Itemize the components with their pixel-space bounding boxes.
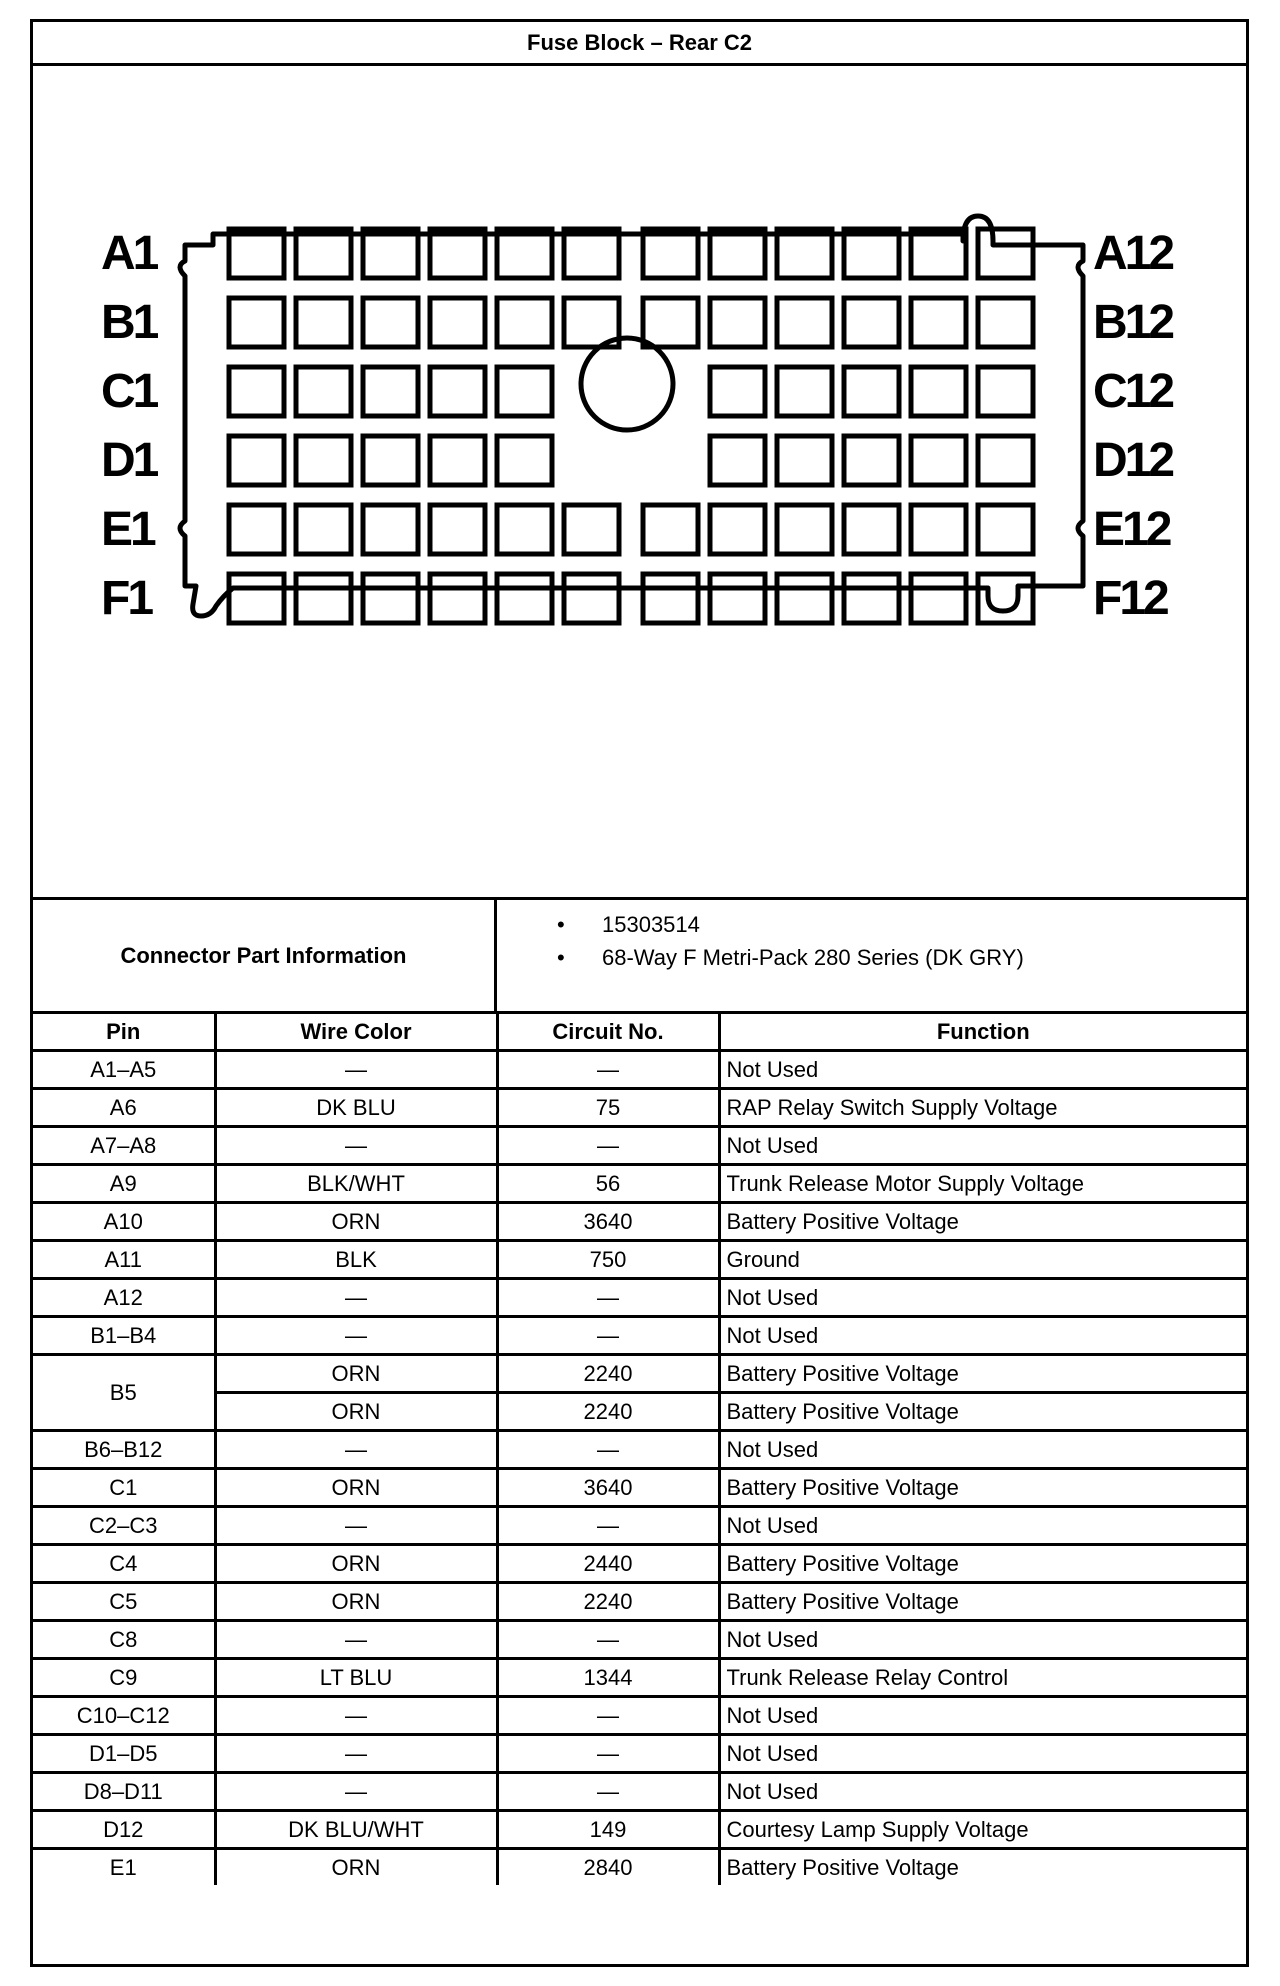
row-label-d12: D12	[1093, 434, 1173, 487]
table-row	[33, 1431, 1246, 1469]
table-row	[33, 1317, 1246, 1355]
cell-wire-color: ORN	[215, 1545, 497, 1583]
cell-circuit-no: —	[497, 1735, 719, 1773]
cavity-e7	[643, 505, 698, 554]
cell-pin: C10–C12	[33, 1697, 215, 1735]
cell-wire-color: —	[215, 1697, 497, 1735]
cavity-d4	[430, 436, 485, 485]
cavity-b11	[911, 298, 966, 347]
cell-wire-color: ORN	[215, 1203, 497, 1241]
terminal-cavity-grid	[229, 229, 1033, 623]
cell-pin: C8	[33, 1621, 215, 1659]
cavity-d2	[296, 436, 351, 485]
connector-part-information	[33, 897, 1246, 1014]
connector-info-list	[497, 900, 1246, 1019]
cell-circuit-no: 750	[497, 1241, 719, 1279]
cell-wire-color: ORN	[215, 1355, 497, 1393]
cavity-e4	[430, 505, 485, 554]
cell-function: Not Used	[719, 1697, 1246, 1735]
connector-face-drawing	[33, 66, 1246, 897]
cell-wire-color: ORN	[215, 1849, 497, 1886]
cell-circuit-no: —	[497, 1317, 719, 1355]
cavity-c11	[911, 367, 966, 416]
cell-pin: C4	[33, 1545, 215, 1583]
cell-circuit-no: —	[497, 1431, 719, 1469]
cell-function: Not Used	[719, 1279, 1246, 1317]
table-row	[33, 1355, 1246, 1393]
cell-wire-color: —	[215, 1279, 497, 1317]
cell-function: Trunk Release Motor Supply Voltage	[719, 1165, 1246, 1203]
cell-pin: D1–D5	[33, 1735, 215, 1773]
cavity-d1	[229, 436, 284, 485]
cavity-f6	[564, 574, 619, 623]
cavity-d5	[497, 436, 552, 485]
cell-pin: C5	[33, 1583, 215, 1621]
cell-pin: A1–A5	[33, 1051, 215, 1089]
cell-wire-color: —	[215, 1507, 497, 1545]
cell-circuit-no: 2240	[497, 1393, 719, 1431]
table-row	[33, 1735, 1246, 1773]
cell-pin: B5	[33, 1355, 215, 1431]
table-row	[33, 1279, 1246, 1317]
row-label-a12: A12	[1093, 227, 1173, 280]
table-row	[33, 1811, 1246, 1849]
cell-pin: A12	[33, 1279, 215, 1317]
row-label-c12: C12	[1093, 365, 1173, 418]
cavity-e3	[363, 505, 418, 554]
cavity-b3	[363, 298, 418, 347]
cell-pin: A6	[33, 1089, 215, 1127]
table-row	[33, 1241, 1246, 1279]
table-row	[33, 1849, 1246, 1886]
cell-circuit-no: —	[497, 1773, 719, 1811]
cavity-f8	[710, 574, 765, 623]
cavity-f4	[430, 574, 485, 623]
cell-function: Not Used	[719, 1621, 1246, 1659]
cell-circuit-no: 149	[497, 1811, 719, 1849]
cell-circuit-no: 2240	[497, 1355, 719, 1393]
cavity-a12	[978, 229, 1033, 278]
cell-function: Not Used	[719, 1431, 1246, 1469]
cell-circuit-no: 3640	[497, 1469, 719, 1507]
cell-function: Battery Positive Voltage	[719, 1849, 1246, 1886]
cavity-f2	[296, 574, 351, 623]
cell-wire-color: —	[215, 1735, 497, 1773]
table-row	[33, 1621, 1246, 1659]
cell-pin: D8–D11	[33, 1773, 215, 1811]
cell-function: Trunk Release Relay Control	[719, 1659, 1246, 1697]
row-label-e12: E12	[1093, 503, 1170, 556]
cavity-e12	[978, 505, 1033, 554]
cell-function: Battery Positive Voltage	[719, 1583, 1246, 1621]
cavity-e9	[777, 505, 832, 554]
table-row	[33, 1051, 1246, 1089]
cavity-e5	[497, 505, 552, 554]
cell-wire-color: —	[215, 1621, 497, 1659]
cell-circuit-no: 75	[497, 1089, 719, 1127]
row-labels-right	[1093, 227, 1173, 625]
table-row	[33, 1165, 1246, 1203]
cell-circuit-no: —	[497, 1507, 719, 1545]
row-label-a1: A1	[101, 227, 157, 280]
header-function: Function	[719, 1014, 1246, 1051]
connector-part-number: • 15303514	[497, 908, 1246, 941]
cell-circuit-no: 2440	[497, 1545, 719, 1583]
cell-function: Battery Positive Voltage	[719, 1203, 1246, 1241]
row-label-b12: B12	[1093, 296, 1173, 349]
connector-info-label: Connector Part Information	[33, 900, 497, 1011]
cell-circuit-no: —	[497, 1621, 719, 1659]
cavity-b2	[296, 298, 351, 347]
row-label-b1: B1	[101, 296, 157, 349]
cavity-f11	[911, 574, 966, 623]
cell-wire-color: —	[215, 1431, 497, 1469]
cavity-c12	[978, 367, 1033, 416]
cavity-d9	[777, 436, 832, 485]
cell-pin: A9	[33, 1165, 215, 1203]
cell-wire-color: —	[215, 1127, 497, 1165]
table-row	[33, 1507, 1246, 1545]
cavity-c10	[844, 367, 899, 416]
cell-function: Battery Positive Voltage	[719, 1469, 1246, 1507]
cell-function: RAP Relay Switch Supply Voltage	[719, 1089, 1246, 1127]
cavity-d8	[710, 436, 765, 485]
cavity-c8	[710, 367, 765, 416]
cavity-e6	[564, 505, 619, 554]
cell-wire-color: —	[215, 1051, 497, 1089]
table-row	[33, 1583, 1246, 1621]
row-labels-left	[101, 227, 159, 625]
cell-function: Battery Positive Voltage	[719, 1355, 1246, 1393]
cavity-d3	[363, 436, 418, 485]
cell-function: Not Used	[719, 1127, 1246, 1165]
cell-wire-color: ORN	[215, 1469, 497, 1507]
cell-pin: C2–C3	[33, 1507, 215, 1545]
connector-description: • 68-Way F Metri-Pack 280 Series (DK GRY)	[497, 941, 1246, 974]
cavity-c2	[296, 367, 351, 416]
cell-pin: C9	[33, 1659, 215, 1697]
row-label-d1: D1	[101, 434, 157, 487]
header-pin: Pin	[33, 1014, 215, 1051]
cavity-b12	[978, 298, 1033, 347]
table-header-row	[33, 1014, 1246, 1051]
cell-function: Battery Positive Voltage	[719, 1545, 1246, 1583]
cell-function: Not Used	[719, 1051, 1246, 1089]
cavity-b1	[229, 298, 284, 347]
cavity-e11	[911, 505, 966, 554]
cell-circuit-no: —	[497, 1279, 719, 1317]
cell-circuit-no: —	[497, 1127, 719, 1165]
cell-wire-color: —	[215, 1317, 497, 1355]
cavity-f5	[497, 574, 552, 623]
row-label-c1: C1	[101, 365, 157, 418]
cell-wire-color: ORN	[215, 1583, 497, 1621]
cavity-b8	[710, 298, 765, 347]
cell-function: Not Used	[719, 1507, 1246, 1545]
cell-wire-color: BLK/WHT	[215, 1165, 497, 1203]
cavity-c3	[363, 367, 418, 416]
cell-circuit-no: 3640	[497, 1203, 719, 1241]
cavity-f7	[643, 574, 698, 623]
table-row	[33, 1127, 1246, 1165]
cavity-c4	[430, 367, 485, 416]
header-wire-color: Wire Color	[215, 1014, 497, 1051]
cell-function: Not Used	[719, 1317, 1246, 1355]
cavity-f3	[363, 574, 418, 623]
cell-pin: B1–B4	[33, 1317, 215, 1355]
cell-wire-color: DK BLU	[215, 1089, 497, 1127]
table-row	[33, 1697, 1246, 1735]
cavity-b4	[430, 298, 485, 347]
cavity-d12	[978, 436, 1033, 485]
cell-circuit-no: 56	[497, 1165, 719, 1203]
cavity-b5	[497, 298, 552, 347]
table-row	[33, 1773, 1246, 1811]
cavity-c9	[777, 367, 832, 416]
header-circuit-no: Circuit No.	[497, 1014, 719, 1051]
cavity-c1	[229, 367, 284, 416]
row-label-e1: E1	[101, 503, 154, 556]
cell-pin: E1	[33, 1849, 215, 1886]
cavity-e10	[844, 505, 899, 554]
cell-circuit-no: 1344	[497, 1659, 719, 1697]
cavity-e8	[710, 505, 765, 554]
cell-pin: A7–A8	[33, 1127, 215, 1165]
page-title: Fuse Block – Rear C2	[33, 22, 1246, 66]
cell-pin: A11	[33, 1241, 215, 1279]
cell-pin: C1	[33, 1469, 215, 1507]
cavity-b9	[777, 298, 832, 347]
table-row	[33, 1393, 1246, 1431]
cavity-c5	[497, 367, 552, 416]
cavity-e2	[296, 505, 351, 554]
cavity-b10	[844, 298, 899, 347]
cell-function: Ground	[719, 1241, 1246, 1279]
polarization-key	[581, 338, 673, 430]
cell-function: Not Used	[719, 1773, 1246, 1811]
cell-pin: D12	[33, 1811, 215, 1849]
table-row	[33, 1203, 1246, 1241]
table-row	[33, 1469, 1246, 1507]
cell-function: Not Used	[719, 1735, 1246, 1773]
table-row	[33, 1659, 1246, 1697]
cell-function: Courtesy Lamp Supply Voltage	[719, 1811, 1246, 1849]
row-label-f12: F12	[1093, 572, 1167, 625]
row-label-f1: F1	[101, 572, 152, 625]
cavity-f10	[844, 574, 899, 623]
pinout-table	[33, 1014, 1246, 1885]
cell-pin: A10	[33, 1203, 215, 1241]
cell-circuit-no: —	[497, 1697, 719, 1735]
cell-function: Battery Positive Voltage	[719, 1393, 1246, 1431]
connector-sheet	[30, 19, 1249, 1967]
cell-wire-color: ORN	[215, 1393, 497, 1431]
cell-circuit-no: 2240	[497, 1583, 719, 1621]
cell-pin: B6–B12	[33, 1431, 215, 1469]
cavity-b7	[643, 298, 698, 347]
connector-diagram	[33, 66, 1246, 897]
cell-wire-color: DK BLU/WHT	[215, 1811, 497, 1849]
cell-circuit-no: 2840	[497, 1849, 719, 1886]
cell-circuit-no: —	[497, 1051, 719, 1089]
cavity-f1	[229, 574, 284, 623]
cavity-e1	[229, 505, 284, 554]
cavity-d11	[911, 436, 966, 485]
cell-wire-color: LT BLU	[215, 1659, 497, 1697]
cell-wire-color: —	[215, 1773, 497, 1811]
cell-wire-color: BLK	[215, 1241, 497, 1279]
cavity-f9	[777, 574, 832, 623]
cavity-d10	[844, 436, 899, 485]
table-row	[33, 1545, 1246, 1583]
table-row	[33, 1089, 1246, 1127]
